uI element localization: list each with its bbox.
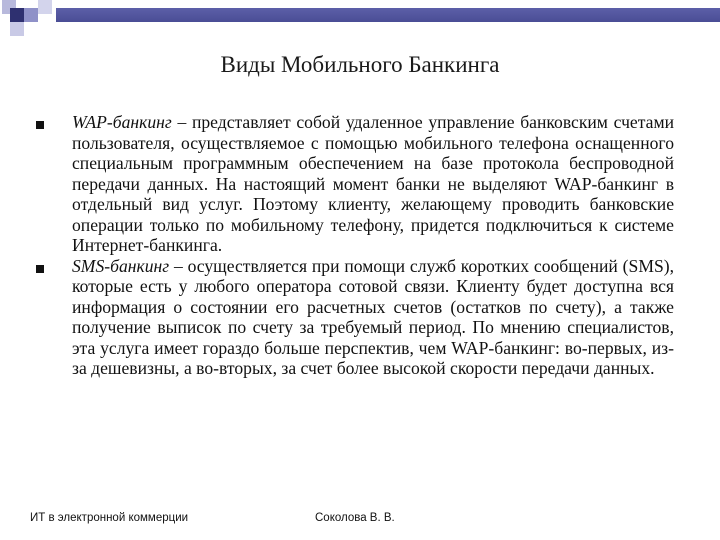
bullet-term: SMS-банкинг xyxy=(72,255,170,276)
footer-course: ИТ в электронной коммерции xyxy=(30,512,189,524)
header-decoration xyxy=(0,0,720,40)
decor-square xyxy=(38,0,52,14)
bullet-list xyxy=(28,112,674,379)
bullet-square-icon xyxy=(36,121,44,129)
footer-author: Соколова В. В. xyxy=(315,512,395,524)
accent-bar xyxy=(56,8,720,22)
list-item xyxy=(28,256,674,379)
bullet-term: WAP-банкинг xyxy=(72,112,172,132)
bullet-square-icon xyxy=(36,265,44,273)
bullet-text xyxy=(72,256,674,379)
bullet-text xyxy=(72,112,674,256)
bullet-description: – представляет собой удаленное управление банковским счетами пользователя, осуществляемое с помощью мобильного телефона оснащенного специальным программным обеспечением на базе протокола беспроводной передачи данных. На настоящий момент банки не выделяют WAP-банкинг в отдельный вид услуг. Поэтому клиенту, желающему проводить банковские операции только по мобильному телефону, придется подключиться к системе Интернет-банкинга. xyxy=(72,112,674,255)
slide-title: Виды Мобильного Банкинга xyxy=(220,52,500,77)
list-item xyxy=(28,112,674,256)
bullet-description: – осуществляется при помощи служб коротких сообщений (SMS), которые есть у любого оператора сотовой связи. Клиенту будет доступна вся информация о состоянии его расчетных счетов (остатков по счету), а также получение выписок по счету за требуемый период. По мнению специалистов, эта услуга имеет гораздо больше перспектив, чем WAP-банкинг: во-первых, из-за дешевизны, а во-вторых, за счет более высокой скорости передачи данных. xyxy=(72,255,674,378)
decor-square xyxy=(10,8,24,22)
decor-square xyxy=(24,8,38,22)
decor-square xyxy=(10,22,24,36)
